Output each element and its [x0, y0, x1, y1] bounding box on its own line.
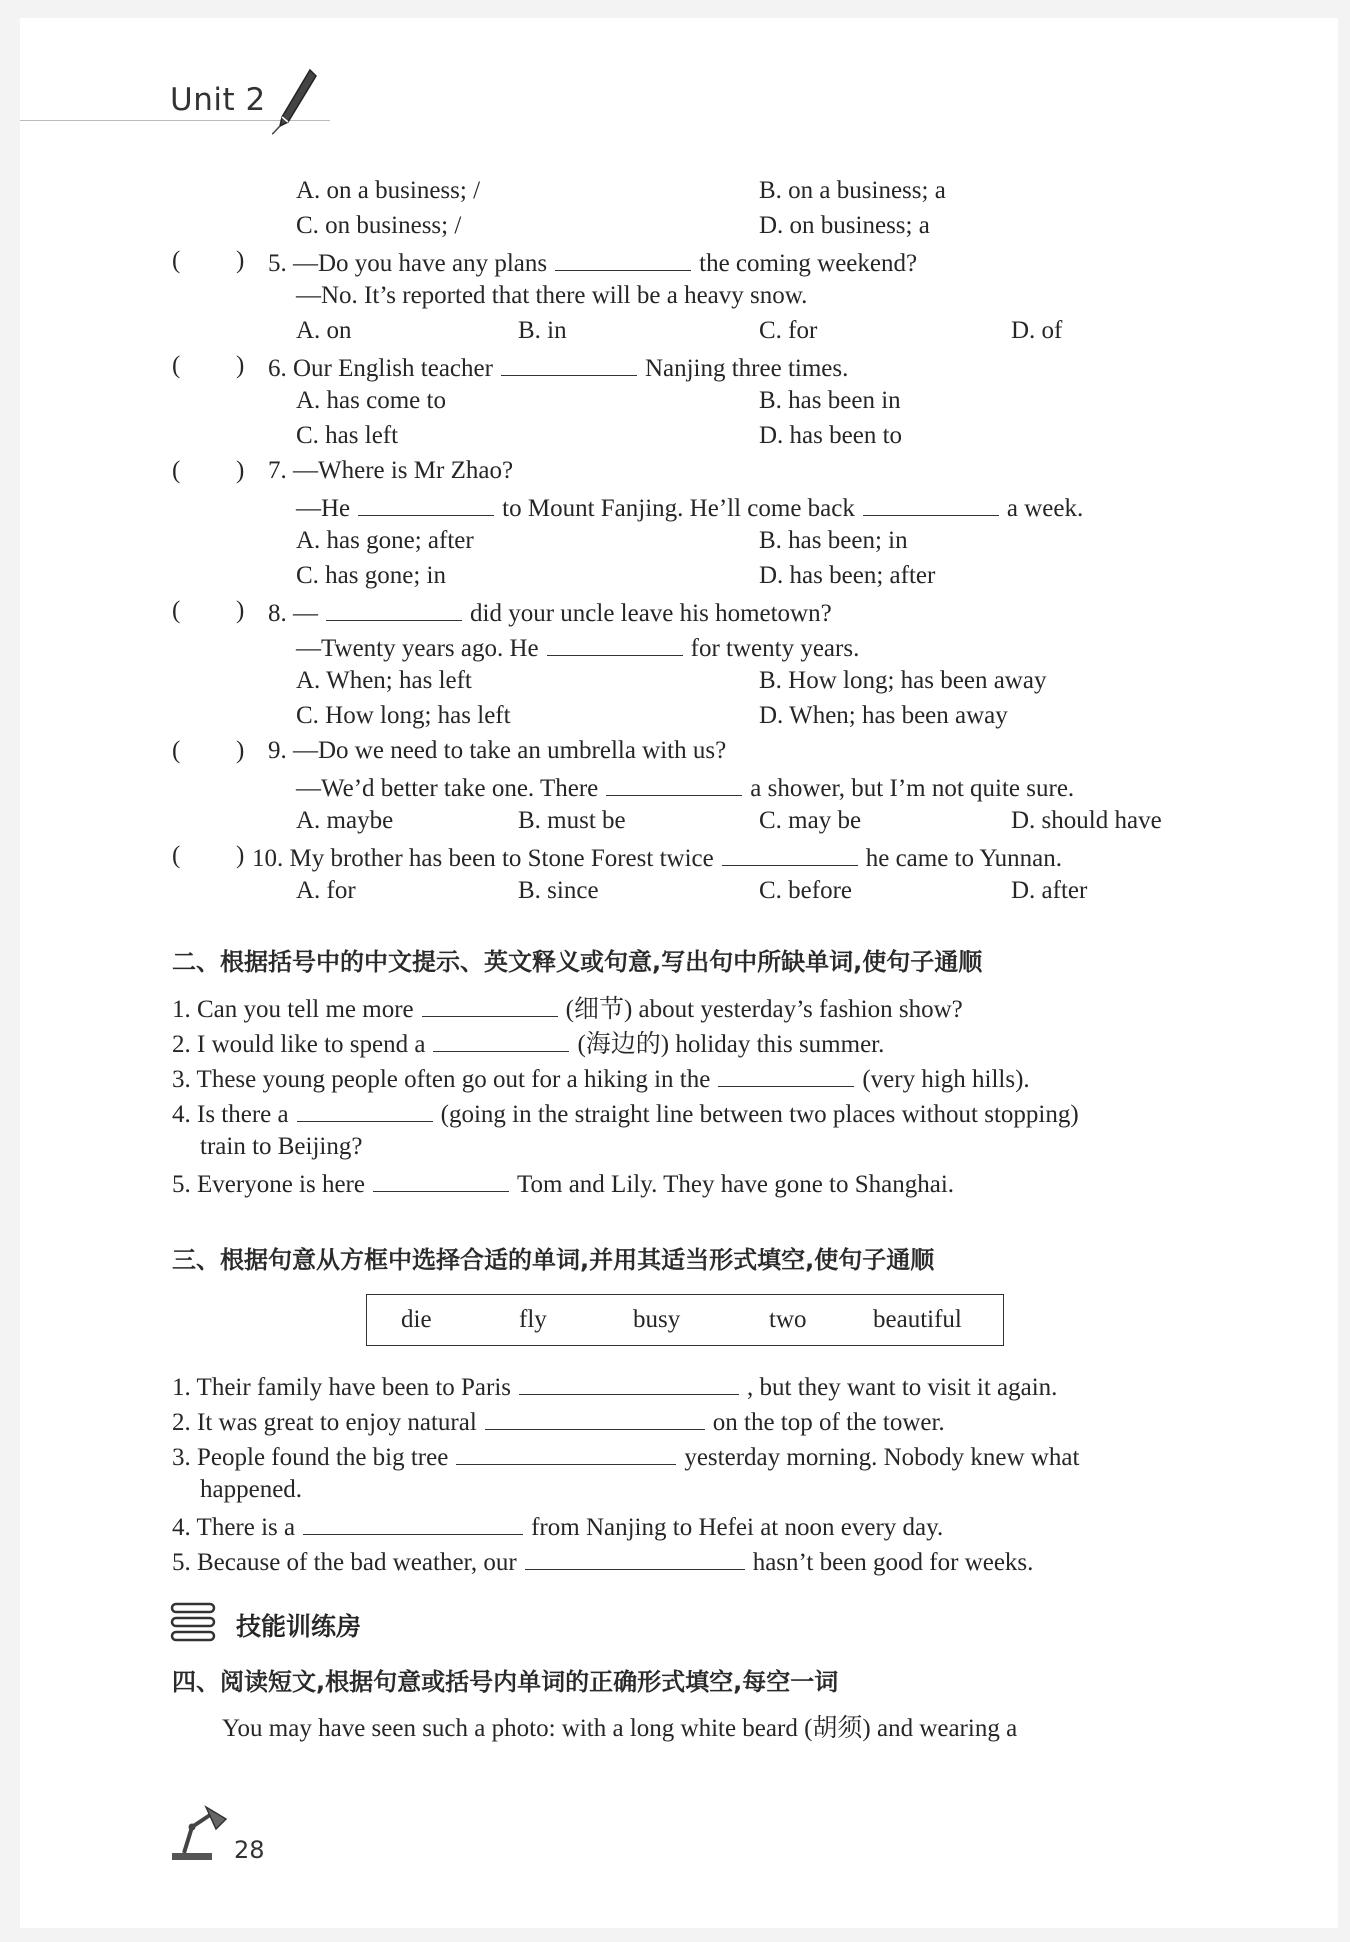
answer-blank [722, 841, 858, 866]
q9-option-a: A. maybe [296, 807, 394, 834]
q8-option-d: D. When; has been away [759, 702, 1008, 729]
q8-option-b: B. How long; has been away [759, 667, 1047, 694]
part2-sentence-2 [172, 1027, 884, 1060]
q10-pre: 10. My brother has been to Stone Forest twice [252, 845, 714, 872]
q9-line1: 9. —Do we need to take an umbrella with us? [268, 737, 727, 764]
q8-line2-post: for twenty years. [690, 635, 860, 662]
page-number: 28 [234, 1836, 265, 1864]
q5-option-c: C. for [759, 317, 818, 344]
answer-paren-open: ( [172, 457, 181, 484]
q6-option-d: D. has been to [759, 422, 903, 449]
part2-sentence-4-cont: train to Beijing? [200, 1133, 363, 1160]
answer-paren-open: ( [172, 247, 181, 274]
part2-s1-pre: 1. Can you tell me more [172, 996, 414, 1023]
unit-header: Unit 2 [170, 82, 266, 118]
part2-s2-pre: 2. I would like to spend a [172, 1031, 426, 1058]
part2-sentence-5 [172, 1167, 954, 1200]
answer-paren-open: ( [172, 842, 181, 869]
section-title-3: 三、根据句意从方框中选择合适的单词,并用其适当形式填空,使句子通顺 [172, 1246, 935, 1274]
q6-option-a: A. has come to [296, 387, 446, 414]
q7-pre: —He [296, 495, 351, 522]
part2-s4-post: (going in the straight line between two places without stopping) [440, 1101, 1079, 1128]
q7-mid: to Mount Fanjing. He’ll come back [502, 495, 855, 522]
part3-s1-post: , but they want to visit it again. [747, 1374, 1058, 1401]
q10-option-d: D. after [1011, 877, 1088, 904]
part3-s1-pre: 1. Their family have been to Paris [172, 1374, 512, 1401]
part2-s3-post: (very high hills). [862, 1066, 1030, 1093]
answer-blank [326, 596, 462, 621]
q10-option-a: A. for [296, 877, 356, 904]
answer-blank [422, 992, 558, 1017]
answer-paren-close: ) [236, 737, 245, 764]
answer-blank [358, 491, 494, 516]
answer-paren-close: ) [236, 597, 245, 624]
q10-stem [252, 841, 1062, 874]
answer-paren-open: ( [172, 737, 181, 764]
desk-lamp-icon [170, 1805, 230, 1863]
part3-sentence-3 [172, 1440, 1079, 1473]
part2-s5-post: Tom and Lily. They have gone to Shanghai. [516, 1171, 955, 1198]
q10-option-c: C. before [759, 877, 853, 904]
q9-option-d: D. should have [1011, 807, 1162, 834]
q5-option-d: D. of [1011, 317, 1063, 344]
part3-s4-pre: 4. There is a [172, 1514, 296, 1541]
q6-stem [268, 351, 848, 384]
q8-pre: 8. — [268, 600, 318, 627]
part3-sentence-2 [172, 1405, 945, 1438]
q5-post: the coming weekend? [699, 250, 918, 277]
q6-post: Nanjing three times. [644, 355, 849, 382]
q7-post: a week. [1006, 495, 1084, 522]
section-title-4: 四、阅读短文,根据句意或括号内单词的正确形式填空,每空一词 [172, 1668, 839, 1696]
part2-sentence-3 [172, 1062, 1030, 1095]
q10-option-b: B. since [518, 877, 599, 904]
part2-s4-pre: 4. Is there a [172, 1101, 289, 1128]
answer-blank [485, 1405, 705, 1430]
q9-post: a shower, but I’m not quite sure. [750, 775, 1075, 802]
answer-blank [555, 246, 691, 271]
answer-paren-close: ) [236, 457, 245, 484]
part3-s2-pre: 2. It was great to enjoy natural [172, 1409, 477, 1436]
answer-blank [525, 1545, 745, 1570]
part3-s4-post: from Nanjing to Hefei at noon every day. [531, 1514, 944, 1541]
answer-paren-close: ) [236, 352, 245, 379]
answer-blank [501, 351, 637, 376]
q4-option-b: B. on a business; a [759, 177, 946, 204]
q9-line2 [296, 771, 1074, 804]
answer-blank [547, 631, 683, 656]
part2-sentence-4 [172, 1097, 1079, 1130]
q8-option-a: A. When; has left [296, 667, 472, 694]
part3-sentence-5 [172, 1545, 1033, 1578]
answer-blank [456, 1440, 676, 1465]
word-bank-item: beautiful [873, 1306, 962, 1333]
part3-sentence-1 [172, 1370, 1057, 1403]
answer-blank [303, 1510, 523, 1535]
q10-post: he came to Yunnan. [865, 845, 1062, 872]
q7-option-d: D. has been; after [759, 562, 936, 589]
answer-blank [297, 1097, 433, 1122]
q5-stem [268, 246, 917, 279]
q9-option-b: B. must be [518, 807, 626, 834]
part3-s3-post: yesterday morning. Nobody knew what [684, 1444, 1080, 1471]
reading-passage-line: You may have seen such a photo: with a long white beard (胡须) and wearing a [222, 1715, 1018, 1742]
answer-paren-open: ( [172, 352, 181, 379]
q8-post: did your uncle leave his hometown? [470, 600, 832, 627]
q4-option-c: C. on business; / [296, 212, 462, 239]
q6-option-b: B. has been in [759, 387, 901, 414]
part2-s1-post: (细节) about yesterday’s fashion show? [565, 996, 963, 1023]
part3-s2-post: on the top of the tower. [712, 1409, 945, 1436]
q7-option-b: B. has been; in [759, 527, 908, 554]
part3-sentence-3-cont: happened. [200, 1476, 303, 1503]
answer-blank [433, 1027, 569, 1052]
part2-sentence-1 [172, 992, 963, 1025]
q7-option-c: C. has gone; in [296, 562, 446, 589]
pen-icon [272, 66, 320, 136]
answer-blank [718, 1062, 854, 1087]
part2-s2-post: (海边的) holiday this summer. [577, 1031, 885, 1058]
answer-paren-open: ( [172, 597, 181, 624]
word-bank-item: busy [633, 1306, 681, 1333]
part3-sentence-4 [172, 1510, 943, 1543]
q7-line1: 7. —Where is Mr Zhao? [268, 457, 514, 484]
skills-section-icon [170, 1602, 218, 1644]
q7-line2 [296, 491, 1083, 524]
part3-s5-pre: 5. Because of the bad weather, our [172, 1549, 517, 1576]
answer-blank [863, 491, 999, 516]
q9-pre: —We’d better take one. There [296, 775, 599, 802]
q6-option-c: C. has left [296, 422, 399, 449]
q5-line2: —No. It’s reported that there will be a heavy snow. [296, 282, 808, 309]
answer-blank [519, 1370, 739, 1395]
q7-option-a: A. has gone; after [296, 527, 474, 554]
skills-section-title: 技能训练房 [236, 1612, 362, 1641]
word-bank-item: fly [519, 1306, 547, 1333]
answer-paren-close: ) [236, 842, 245, 869]
answer-blank [606, 771, 742, 796]
answer-paren-close: ) [236, 247, 245, 274]
q8-line2 [296, 631, 859, 664]
q4-option-a: A. on a business; / [296, 177, 481, 204]
part2-s5-pre: 5. Everyone is here [172, 1171, 365, 1198]
part2-s3-pre: 3. These young people often go out for a hiking in the [172, 1066, 711, 1093]
q5-option-a: A. on [296, 317, 352, 344]
q8-option-c: C. How long; has left [296, 702, 511, 729]
q9-option-c: C. may be [759, 807, 862, 834]
word-bank-box [366, 1294, 1004, 1346]
part3-s5-post: hasn’t been good for weeks. [752, 1549, 1034, 1576]
q8-stem [268, 596, 832, 629]
q6-pre: 6. Our English teacher [268, 355, 493, 382]
section-title-2: 二、根据括号中的中文提示、英文释义或句意,写出句中所缺单词,使句子通顺 [172, 948, 983, 976]
word-bank-item: die [401, 1306, 432, 1333]
word-bank-item: two [769, 1306, 807, 1333]
part3-s3-pre: 3. People found the big tree [172, 1444, 449, 1471]
q8-line2-pre: —Twenty years ago. He [296, 635, 539, 662]
q5-pre: 5. —Do you have any plans [268, 250, 548, 277]
q5-option-b: B. in [518, 317, 567, 344]
q4-option-d: D. on business; a [759, 212, 930, 239]
answer-blank [373, 1167, 509, 1192]
